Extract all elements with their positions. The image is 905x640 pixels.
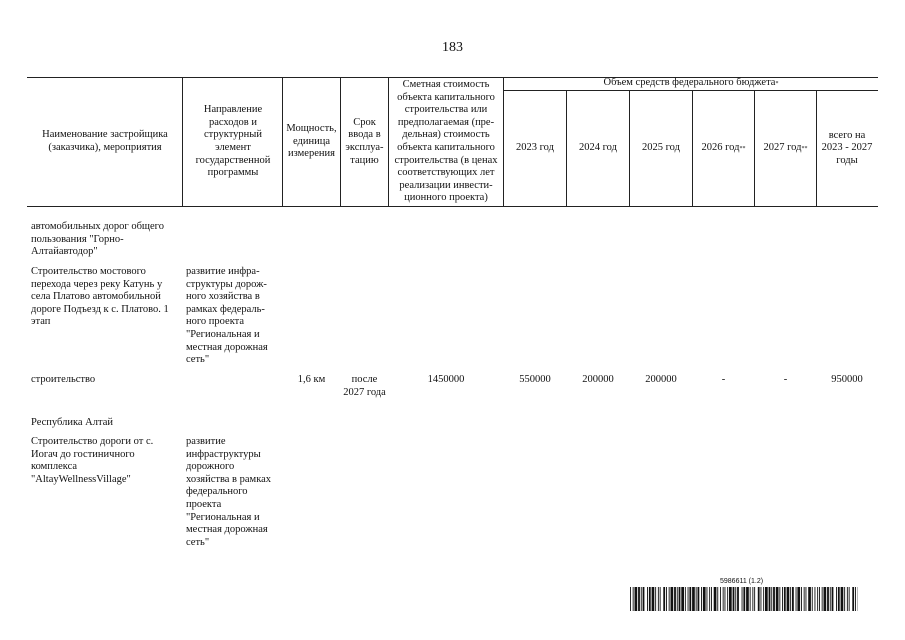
cell-2027: - [783,374,788,385]
barcode-bar [808,587,811,611]
cell-cost: 1450000 [427,374,465,385]
barcode-bar [630,587,631,611]
col-divider [182,77,183,206]
header-year: 2025 год [642,142,680,154]
row-object-direction: развитие инфраструктуры дорожного хозяйства в рамках федерального проекта "Региональная и местная дорожная сеть" [186,436,272,548]
barcode-bar [692,587,695,611]
barcode-bar [819,587,820,611]
barcode-bar [711,587,712,611]
barcode-bar [733,587,735,611]
barcode-bar [658,587,659,611]
cell-2024: 200000 [582,374,614,385]
header-capacity: Мощность, единица измерения [286,123,337,160]
barcode-bar [773,587,775,611]
barcode-label: 5986611 (1.2) [720,578,764,585]
barcode-bar [746,587,749,611]
barcode-bar [838,587,840,611]
row-org-name: автомобильных дорог общего пользования "Горно-Алтайавтодор" [31,221,164,258]
header-year: 2024 год [579,142,617,154]
barcode-bar [817,587,818,611]
barcode-bar [701,587,702,611]
cell-2023: 550000 [519,374,551,385]
barcode-bar [784,587,786,611]
barcode-bar [703,587,706,611]
barcode-bar [641,587,642,611]
header-year: 2026 год ** [701,142,746,154]
barcode-bar [689,587,691,611]
row-object-direction: развитие инфра-структуры дорож-ного хозяйства в рамках федераль-ного проекта "Региональная и местная дорожная сеть" [186,266,268,366]
barcode-bar [832,587,834,611]
barcode-bar [737,587,739,611]
header-federal-budget: Объем средств федерального бюджета * [603,77,779,89]
barcode-bar [804,587,805,611]
barcode-bar [765,587,768,611]
barcode-bar [841,587,844,611]
barcode-bar [647,587,648,611]
barcode-bar [796,587,797,611]
barcode-bar [696,587,697,611]
barcode-bar [830,587,831,611]
barcode-bar [776,587,779,611]
barcode-bar [685,587,686,611]
header-bottom-border [27,206,878,207]
barcode-bar [723,587,724,611]
barcode-bar [836,587,837,611]
barcode-bar [761,587,762,611]
barcode-bar [725,587,726,611]
barcode-bar [827,587,829,611]
header-year: 2027 год ** [763,142,808,154]
barcode-bar [750,587,751,611]
barcode-bar [806,587,807,611]
barcode-bar [663,587,665,611]
header-total: всего на 2023 - 2027 годы [821,129,873,166]
barcode-bar [649,587,651,611]
page-number: 183 [442,40,463,55]
barcode-bar [779,587,780,611]
barcode-image [630,587,858,611]
barcode-bar [679,587,681,611]
barcode-bar [727,587,728,611]
barcode-bar [709,587,710,611]
barcode-bar [847,587,848,611]
barcode-bar [855,587,856,611]
cell-2025: 200000 [645,374,677,385]
header-cost: Сметная стоимость объекта капитального строительства или предполагаемая (пре-дельная) стоимость объекта капитального строительства (в ценах соответствующих лет реализации инвести-ционного проекта) [394,79,498,204]
barcode-bar [677,587,678,611]
barcode-bar [681,587,684,611]
barcode-bar [824,587,827,611]
barcode-bar [729,587,732,611]
row-region: Республика Алтай [31,417,114,428]
barcode-bar [801,587,802,611]
barcode-bar [717,587,718,611]
barcode-bar [638,587,640,611]
barcode-bar [797,587,800,611]
barcode-bar [782,587,783,611]
barcode-bar [743,587,745,611]
col-divider [388,77,389,206]
cell-term: после 2027 года [343,374,386,398]
barcode-bar [790,587,791,611]
cell-total: 950000 [831,374,863,385]
cell-2026: - [721,374,726,385]
barcode-bar [674,587,676,611]
barcode-bar [655,587,656,611]
barcode-bar [666,587,667,611]
header-term: Срок ввода в эксплуа-тацию [345,116,384,166]
header-direction: Направление расходов и структурный элемент государственной программы [195,104,271,179]
barcode-bar [852,587,854,611]
header-name: Наименование застройщика (заказчика), мероприятия [42,129,168,153]
barcode-bar [844,587,845,611]
barcode-bar [792,587,794,611]
barcode-bar [714,587,717,611]
barcode-bar [720,587,721,611]
barcode-bar [849,587,850,611]
barcode-bar [752,587,753,611]
barcode-bar [669,587,670,611]
barcode-bar [815,587,816,611]
barcode-bar [652,587,655,611]
barcode-bar [769,587,771,611]
barcode-bar [635,587,638,611]
col-divider [816,90,817,206]
barcode-bar [707,587,708,611]
barcode-bar [758,587,760,611]
barcode-bar [643,587,645,611]
barcode-bar [735,587,736,611]
barcode-bar [688,587,689,611]
barcode-bar [763,587,764,611]
row-stage: строительство [31,374,96,385]
header-year: 2023 год [516,142,554,154]
barcode-bar [754,587,755,611]
barcode-bar [742,587,743,611]
barcode-bar [812,587,813,611]
row-object-name: Строительство дороги от с. Иогач до гостиничного комплекса "AltayWellnessVillage" [31,436,154,485]
barcode-bar [822,587,823,611]
row-object-name: Строительство мостового перехода через реку Катунь у села Платово автомобильной дороге Подъезд к с. Платово. 1 этап [31,266,169,328]
cell-capacity: 1,6 км [297,374,326,385]
barcode-bar [698,587,700,611]
barcode-bar [787,587,790,611]
barcode-bar [660,587,661,611]
barcode-bar [671,587,674,611]
barcode-bar [633,587,634,611]
barcode-bar [771,587,772,611]
